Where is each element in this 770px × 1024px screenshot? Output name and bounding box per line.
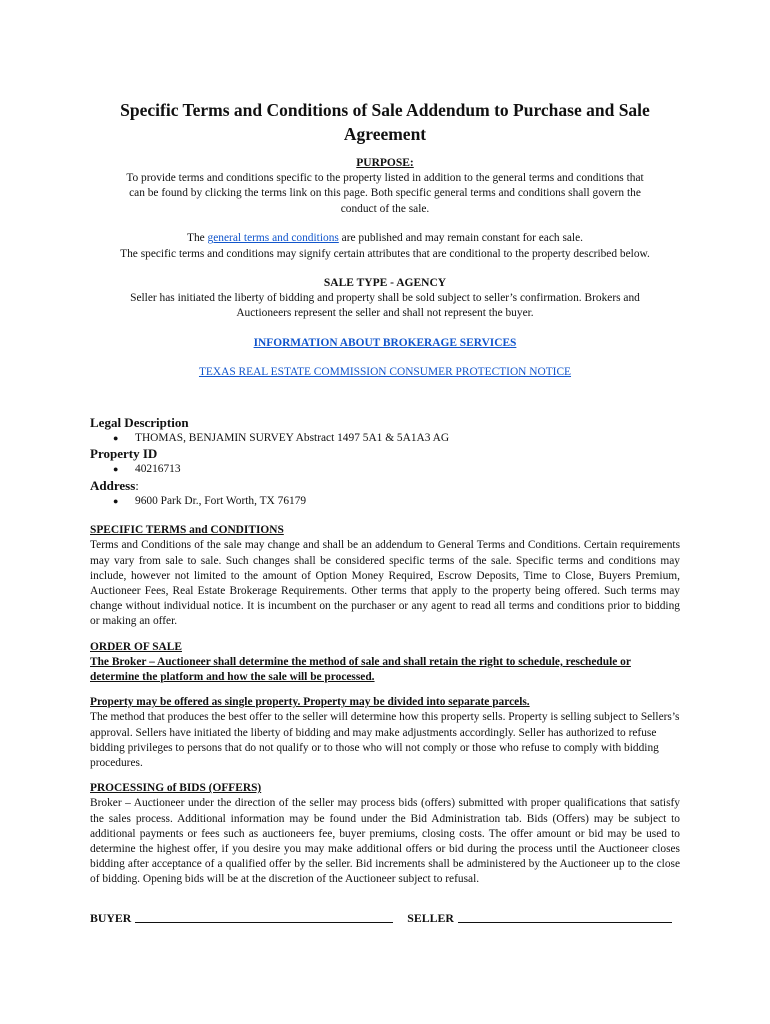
brokerage-services-link[interactable]: INFORMATION ABOUT BROKERAGE SERVICES (253, 336, 517, 349)
legal-description-list (90, 431, 680, 447)
address-label: Address (90, 477, 136, 493)
legal-description-label: Legal Description (90, 414, 189, 430)
general-terms-line (90, 231, 680, 246)
general-terms-link[interactable]: general terms and conditions (207, 232, 339, 245)
signature-row (90, 910, 680, 926)
order-of-sale-subheading: Property may be offered as single property. Property may be divided into separate parcels. (90, 696, 530, 709)
purpose-line-1: To provide terms and conditions specific to the property listed in addition to the general terms and conditions that (126, 172, 644, 184)
processing-bids-heading: PROCESSING of BIDS (OFFERS) (90, 782, 262, 795)
address-colon: : (135, 477, 139, 493)
trec-link-row (90, 365, 680, 380)
specific-terms-heading: SPECIFIC TERMS and CONDITIONS (90, 524, 284, 537)
address-list (90, 494, 680, 510)
address-value: ● 9600 Park Dr., Fort Worth, TX 76179 (113, 494, 680, 510)
order-of-sale-heading: ORDER OF SALE (90, 640, 182, 653)
seller-label: SELLER (407, 910, 454, 925)
general-terms-prefix: The (186, 232, 208, 245)
property-id-value: ● 40216713 (113, 462, 680, 478)
trec-consumer-protection-link[interactable]: TEXAS REAL ESTATE COMMISSION CONSUMER PROTECTION NOTICE (198, 366, 572, 379)
order-of-sale-statement: The Broker – Auctioneer shall determine the method of sale and shall retain the right to schedule, reschedule or determine the platform and how the sale will be processed. (90, 655, 631, 683)
property-id-label: Property ID (90, 446, 158, 462)
legal-description-value: ● THOMAS, BENJAMIN SURVEY Abstract 1497 5A1 & 5A1A3 AG (113, 431, 680, 447)
order-of-sale-body: The method that produces the best offer to the seller will determine how this property sells. Property is selling subject to Sellers’s approval. Sellers have initiated the liberty of bidding and may make adjustments accordingly. Seller has authorized to refuse bidding privileges to persons that do not qualify or to those who will not comply or those who refuse to comply with bidding procedures. (90, 711, 680, 769)
specific-terms-body: Terms and Conditions of the sale may change and shall be an addendum to General Terms and Conditions. Certain requirements may vary from sale to sale. Such changes shall be considered specific terms of the sale. Specific terms and conditions may include, however not limited to the amount of Option Money Required, Escrow Deposits, Time to Close, Buyers Premium, Auctioneer Fees, Real Estate Brokerage Requirements. Other terms that apply to the property being offered. Such terms may change without individual notice. It is incumbent on the purchaser or any agent to read all terms and conditions prior to bidding or making an offer. (90, 539, 680, 628)
document-title: Specific Terms and Conditions of Sale Addendum to Purchase and Sale Agreement (120, 100, 650, 144)
specific-terms-note: The specific terms and conditions may signify certain attributes that are conditional to the property described below. (120, 247, 650, 260)
sale-type-line-2: Auctioneers represent the seller and shall not represent the buyer. (236, 307, 534, 320)
sale-type-heading: SALE TYPE - AGENCY (323, 277, 447, 290)
purpose-line-2: can be found by clicking the terms link on this page. Both specific general terms and conditions shall govern the (129, 187, 641, 200)
sale-type-line-1: Seller has initiated the liberty of bidding and property shall be sold subject to seller’s confirmation. Brokers and (130, 292, 640, 305)
purpose-heading: PURPOSE: (356, 157, 414, 169)
buyer-signature-line[interactable] (135, 910, 393, 923)
purpose-line-3: conduct of the sale. (340, 202, 430, 215)
brokerage-link-row (90, 336, 680, 351)
address-label-row (90, 478, 680, 494)
general-terms-suffix: are published and may remain constant for each sale. (338, 232, 583, 245)
processing-bids-body: Broker – Auctioneer under the direction of the seller may process bids (offers) submitted with proper qualifications that satisfy the sales process. Additional information may be found under the Bid Administration tab. Bids (Offers) may be subject to additional payments or fees such as auctioneers fee, buyer premiums, closing costs. The offer amount or bid may be used to determine the highest offer, if you desire you may make additional offers or bid during the process until the Auctioneer closes bidding after acceptance of a qualified offer by the seller. Bid increments shall be administered by the Auctioneer up to the close of bidding. Opening bids will be at the discretion of the Auctioneer subject to refusal. (90, 797, 680, 886)
buyer-label: BUYER (90, 910, 132, 925)
seller-signature-line[interactable] (458, 910, 672, 923)
property-id-list (90, 462, 680, 478)
